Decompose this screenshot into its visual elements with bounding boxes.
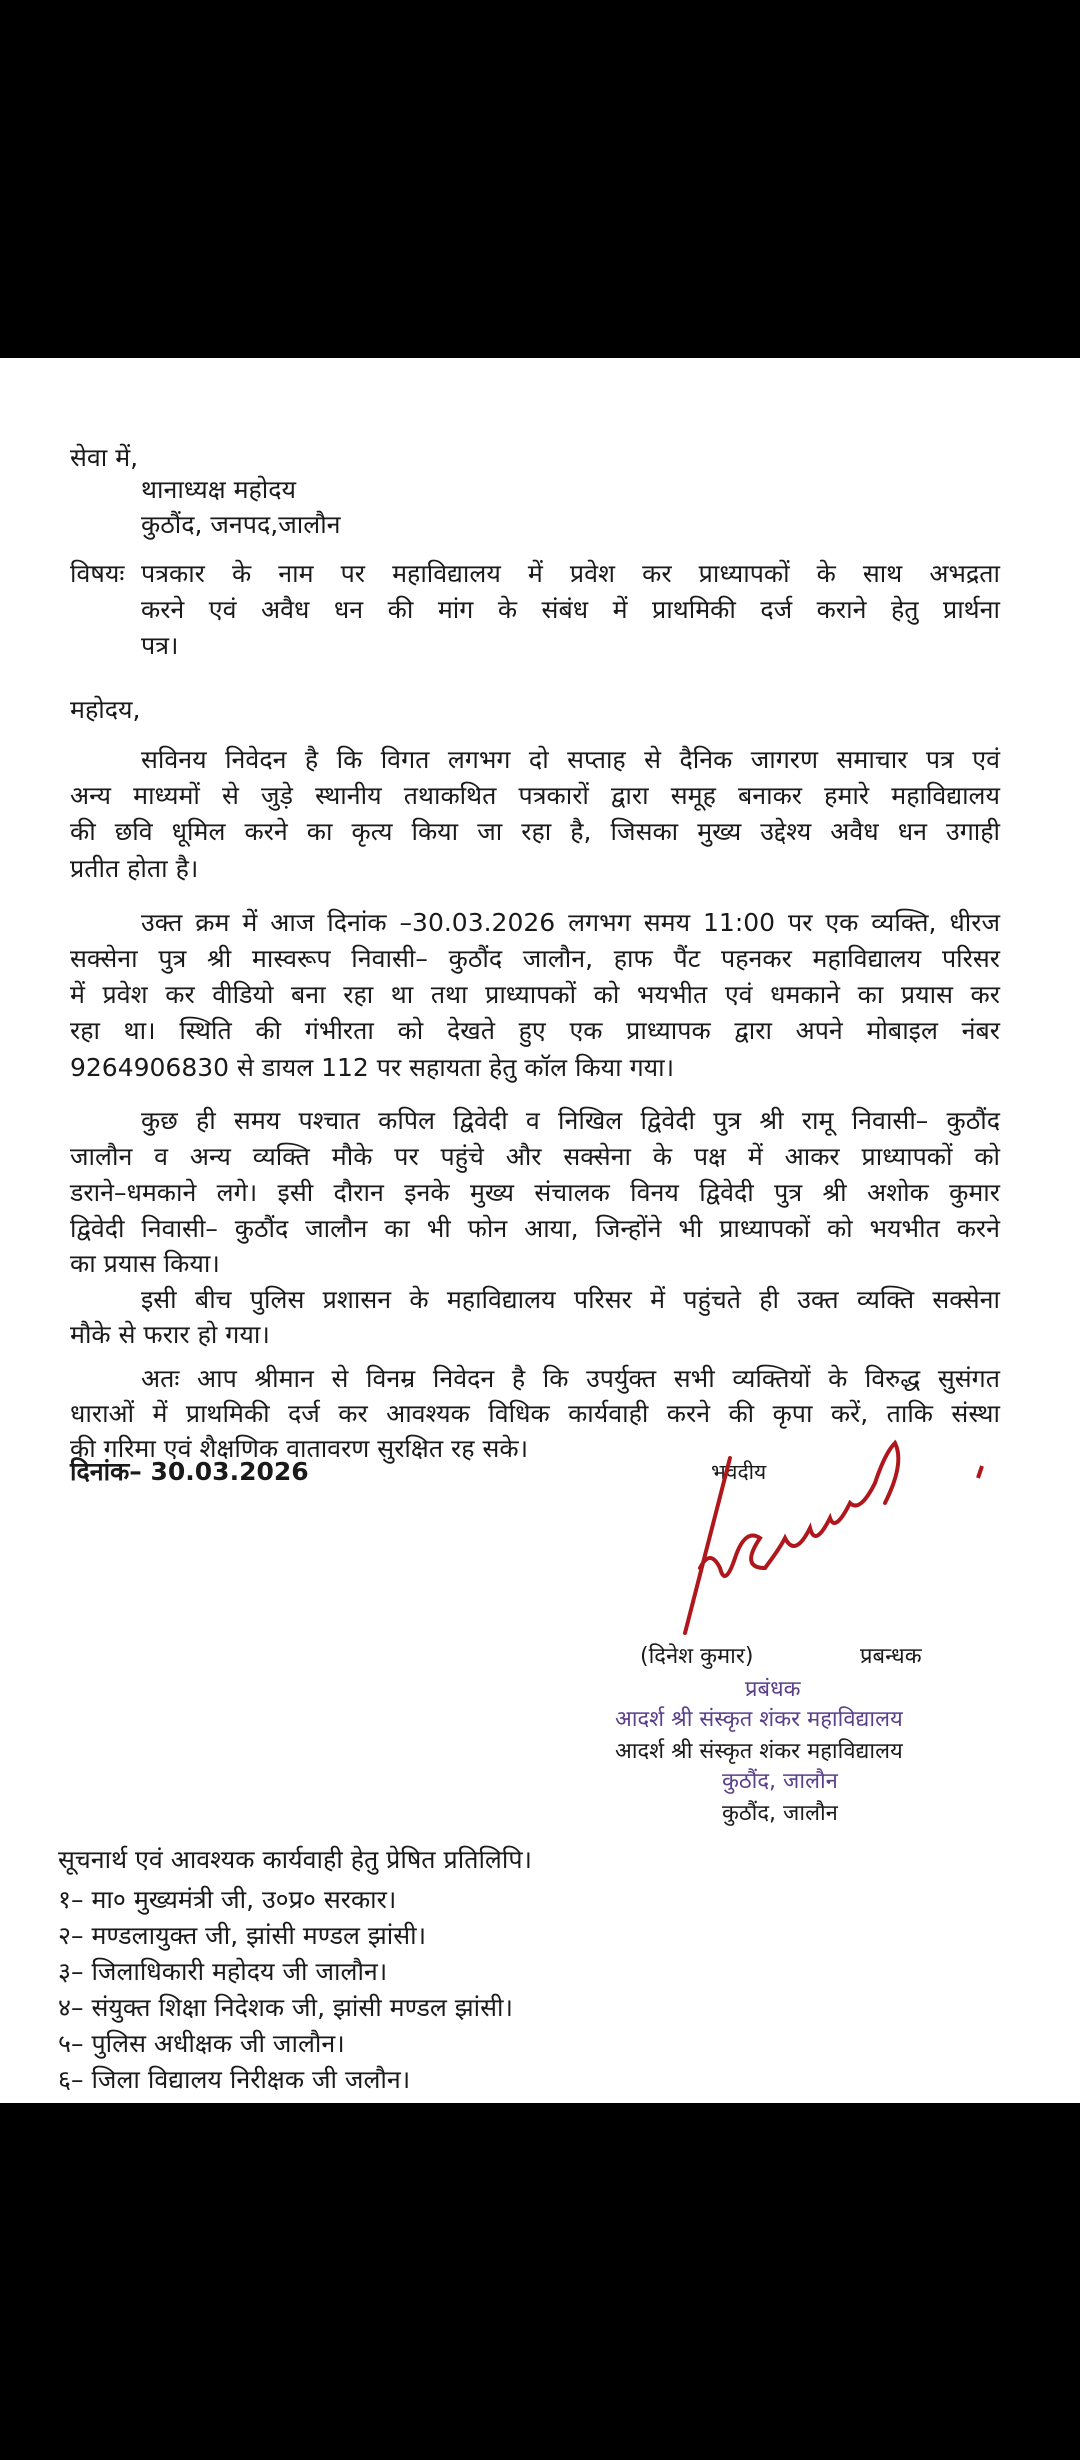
stamp-title: प्रबंधक xyxy=(745,1677,801,1702)
cc-item: ५– पुलिस अधीक्षक जी जालौन। xyxy=(58,2029,345,2058)
stamp-place: कुठौंद, जालौन xyxy=(722,1769,838,1794)
cc-item: १– मा० मुख्यमंत्री जी, उ०प्र० सरकार। xyxy=(58,1885,397,1914)
body-line: 9264906830 से डायल 112 पर सहायता हेतु कॉल किया गया। xyxy=(70,1053,675,1082)
body-line: द्विवेदी निवासी– कुठौंद जालौन का भी फोन आया, जिन्होंने भी प्राध्यापकों को भयभीत करने xyxy=(70,1214,1000,1243)
body-line: उक्त क्रम में आज दिनांक –30.03.2026 लगभग समय 11:00 पर एक व्यक्ति, धीरज xyxy=(141,908,1000,937)
body-line: में प्रवेश कर वीडियो बना रहा था तथा प्राध्यापकों को भयभीत एवं धमकाने का प्रयास कर xyxy=(70,980,1000,1009)
body-line: अन्य माध्यमों से जुड़े स्थानीय तथाकथित पत्रकारों द्वारा समूह बनाकर हमारे महाविद्यालय xyxy=(70,781,1000,810)
body-line: रहा था। स्थिति की गंभीरता को देखते हुए एक प्राध्यापक द्वारा अपने मोबाइल नंबर xyxy=(70,1016,1000,1045)
letter-date: दिनांक– 30.03.2026 xyxy=(70,1457,309,1486)
body-line: अतः आप श्रीमान से विनम्र निवेदन है कि उपर्युक्त सभी व्यक्तियों के विरुद्ध सुसंगत xyxy=(141,1364,1000,1393)
body-line: जालौन व अन्य व्यक्ति मौके पर पहुंचे और सक्सेना के पक्ष में आकर प्राध्यापकों को xyxy=(70,1142,1000,1171)
subject-label: विषयः xyxy=(70,559,125,588)
salutation-to: सेवा में, xyxy=(70,443,139,472)
body-line: का प्रयास किया। xyxy=(70,1249,220,1278)
signature xyxy=(660,1418,1020,1638)
signatory-name: (दिनेश कुमार) xyxy=(640,1644,754,1669)
stamp-institution: आदर्श श्री संस्कृत शंकर महाविद्यालय xyxy=(615,1707,903,1732)
recipient-place: कुठौंद, जनपद,जालौन xyxy=(141,510,341,539)
body-line: इसी बीच पुलिस प्रशासन के महाविद्यालय परिसर में पहुंचते ही उक्त व्यक्ति सक्सेना xyxy=(141,1285,1000,1314)
subject-line: पत्रकार के नाम पर महाविद्यालय में प्रवेश कर प्राध्यापकों के साथ अभद्रता xyxy=(141,559,1000,588)
greeting: महोदय, xyxy=(70,695,141,724)
body-line: प्रतीत होता है। xyxy=(70,854,199,883)
body-line: मौके से फरार हो गया। xyxy=(70,1320,270,1349)
cc-item: ३– जिलाधिकारी महोदय जी जालौन। xyxy=(58,1957,388,1986)
subject-line: करने एवं अवैध धन की मांग के संबंध में प्राथमिकी दर्ज कराने हेतु प्रार्थना xyxy=(141,595,1000,624)
body-line: की छवि धूमिल करने का कृत्य किया जा रहा है, जिसका मुख्य उद्देश्य अवैध धन उगाही xyxy=(70,817,1000,846)
body-line: सविनय निवेदन है कि विगत लगभग दो सप्ताह से दैनिक जागरण समाचार पत्र एवं xyxy=(141,745,1000,774)
body-line: कुछ ही समय पश्चात कपिल द्विवेदी व निखिल द्विवेदी पुत्र श्री रामू निवासी– कुठौंद xyxy=(141,1106,1000,1135)
body-line: सक्सेना पुत्र श्री मास्वरूप निवासी– कुठौंद जालौन, हाफ पैंट पहनकर महाविद्यालय परिसर xyxy=(70,944,1000,973)
closing: भवदीय xyxy=(711,1460,767,1484)
cc-header: सूचनार्थ एवं आवश्यक कार्यवाही हेतु प्रेषित प्रतिलिपि। xyxy=(58,1845,533,1874)
body-line: धाराओं में प्राथमिकी दर्ज कर आवश्यक विधिक कार्यवाही करने की कृपा करें, ताकि संस्था xyxy=(70,1399,1000,1428)
cc-item: २– मण्डलायुक्त जी, झांसी मण्डल झांसी। xyxy=(58,1921,427,1950)
institution-name: आदर्श श्री संस्कृत शंकर महाविद्यालय xyxy=(615,1739,903,1764)
recipient-title: थानाध्यक्ष महोदय xyxy=(141,475,297,504)
subject-line: पत्र। xyxy=(141,631,179,660)
cc-item: ४– संयुक्त शिक्षा निदेशक जी, झांसी मण्डल झांसी। xyxy=(58,1993,513,2022)
body-line: की गरिमा एवं शैक्षणिक वातावरण सुरक्षित रह सके। xyxy=(70,1434,529,1463)
institution-place: कुठौंद, जालौन xyxy=(722,1801,838,1826)
signatory-title: प्रबन्धक xyxy=(860,1644,922,1669)
cc-item: ६– जिला विद्यालय निरीक्षक जी जलौन। xyxy=(58,2065,411,2094)
body-line: डराने–धमकाने लगे। इसी दौरान इनके मुख्य संचालक विनय द्विवेदी पुत्र श्री अशोक कुमार xyxy=(70,1178,1000,1207)
letter-page xyxy=(0,358,1080,2103)
